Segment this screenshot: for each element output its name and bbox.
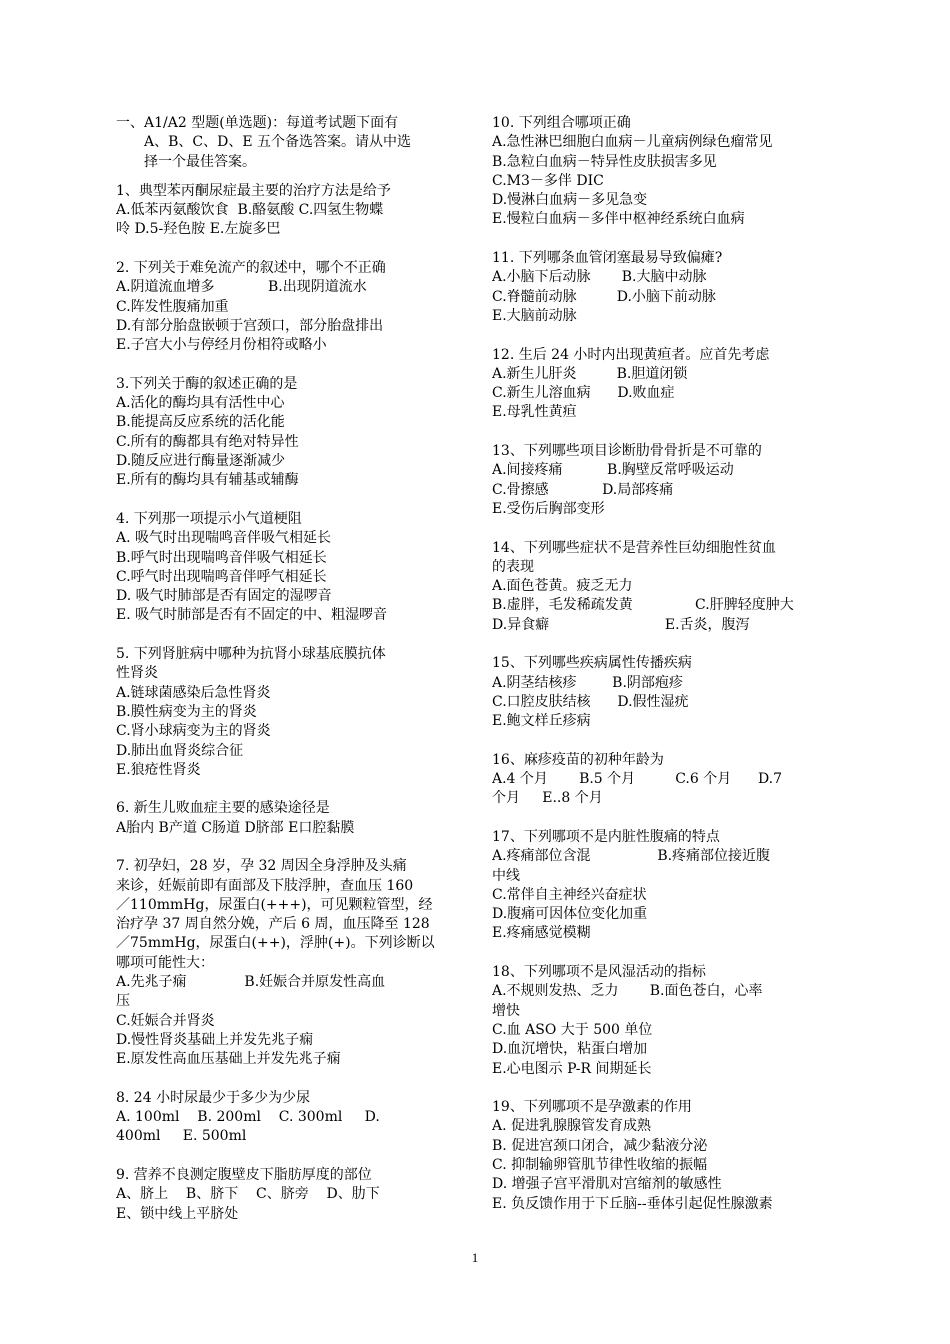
- question-stem: 10. 下列组合哪项正确: [492, 115, 631, 131]
- question-line: E.心电图示 P-R 间期延长: [492, 1060, 652, 1077]
- question-line: A.急性淋巴细胞白血病－儿童病例绿色瘤常见: [492, 134, 773, 151]
- heading-line: A、B、C、D、E 五个备选答案。请从中选: [144, 134, 412, 151]
- question-stem: 5. 下列肾脏病中哪种为抗肾小球基底膜抗体: [116, 646, 386, 663]
- question-stem: 8. 24 小时尿最少于多少为少尿: [116, 1089, 311, 1106]
- question-line: 的表现: [492, 558, 534, 575]
- question-block: [492, 828, 837, 944]
- question-line: 性肾炎: [116, 665, 158, 682]
- question-line: A胎内 B产道 C肠道 D脐部 E口腔黏膜: [116, 819, 355, 836]
- question-line: A.面色苍黄。疲乏无力: [492, 578, 633, 595]
- question-stem: 17、下列哪项不是内脏性腹痛的特点: [492, 828, 720, 845]
- question-line: C.新生儿溶血病 D.败血症: [492, 385, 675, 402]
- question-stem: 13、下列哪些项目诊断肋骨骨折是不可靠的: [492, 443, 762, 460]
- question-block: [116, 645, 461, 780]
- question-stem: 14、下列哪些症状不是营养性巨幼细胞性贫血: [492, 539, 776, 556]
- question-line: 呤 D.5-羟色胺 E.左旋多巴: [116, 221, 281, 238]
- question-line: C.脊髓前动脉 D.小脑下前动脉: [492, 288, 716, 305]
- question-block: [116, 259, 461, 355]
- question-line: 压: [116, 993, 130, 1010]
- question-stem: 15、下列哪些疾病属性传播疾病: [492, 655, 692, 672]
- question-line: A、脐上 B、脐下 C、脐旁 D、肋下: [116, 1186, 380, 1203]
- question-line: E. 吸气时肺部是否有不固定的中、粗湿啰音: [116, 607, 388, 624]
- question-line: E.受伤后胸部变形: [492, 500, 605, 517]
- question-block: [492, 963, 837, 1079]
- question-line: A.链球菌感染后急性肾炎: [116, 684, 271, 701]
- question-line: E.原发性高血压基础上并发先兆子痫: [116, 1051, 341, 1068]
- question-line: C.血 ASO 大于 500 单位: [492, 1021, 653, 1038]
- question-line: A.新生儿肝炎 B.胆道闭锁: [492, 365, 688, 382]
- question-line: 哪项可能性大：: [116, 954, 214, 971]
- heading-line: 一、A1/A2 型题(单选题)：每道考试题下面有: [116, 115, 399, 131]
- question-line: B.呼气时出现喘鸣音伴吸气相延长: [116, 549, 327, 566]
- question-block: [492, 114, 837, 230]
- question-line: A.小脑下后动脉 B.大脑中动脉: [492, 269, 707, 286]
- section-heading: [116, 114, 461, 172]
- question-line: E.母乳性黄疸: [492, 404, 577, 421]
- question-line: B.急粒白血病－特异性皮肤损害多见: [492, 153, 717, 170]
- question-line: C.肾小球病变为主的肾炎: [116, 723, 271, 740]
- question-line: D. 吸气时肺部是否有固定的湿啰音: [116, 588, 332, 605]
- question-line: A.低苯丙氨酸饮食 B.酪氨酸 C.四氢生物蝶: [116, 202, 384, 219]
- question-stem: 9. 营养不良测定腹壁皮下脂肪厚度的部位: [116, 1167, 372, 1184]
- question-line: 400ml E. 500ml: [116, 1128, 247, 1145]
- heading-line: 择一个最佳答案。: [144, 153, 256, 170]
- question-line: A.4 个月 B.5 个月 C.6 个月 D.7: [492, 771, 783, 788]
- question-line: E.鲍文样丘疹病: [492, 713, 591, 730]
- question-block: [492, 442, 837, 519]
- question-line: B.虚胖，毛发稀疏发黄 C.肝脾轻度肿大: [492, 597, 794, 614]
- right-column: [492, 114, 837, 1233]
- question-stem: 18、下列哪项不是风湿活动的指标: [492, 964, 706, 981]
- question-stem: 4. 下列那一项提示小气道梗阻: [116, 510, 302, 527]
- question-block: [116, 510, 461, 626]
- question-line: A.阴道流血增多 B.出现阴道流水: [116, 279, 367, 296]
- question-line: C.所有的酶都具有绝对特异性: [116, 433, 299, 450]
- question-line: D.慢性肾炎基础上并发先兆子痫: [116, 1031, 314, 1048]
- question-stem: 19、下列哪项不是孕激素的作用: [492, 1099, 692, 1116]
- question-line: B. 促进宫颈口闭合，减少黏液分泌: [492, 1137, 708, 1154]
- question-block: [492, 751, 837, 809]
- question-line: C.M3－多伴 DIC: [492, 172, 604, 189]
- question-line: E.大脑前动脉: [492, 307, 577, 324]
- question-line: A. 促进乳腺腺管发育成熟: [492, 1118, 652, 1135]
- question-line: C.呼气时出现喘鸣音伴呼气相延长: [116, 568, 327, 585]
- question-line: D.异食癖 E.舌炎，腹泻: [492, 616, 750, 633]
- question-line: D.肺出血肾炎综合征: [116, 742, 244, 759]
- question-stem: 12. 生后 24 小时内出现黄疸者。应首先考虑: [492, 346, 770, 363]
- left-question-list: [116, 182, 461, 1224]
- question-block: [116, 182, 461, 240]
- question-line: B.能提高反应系统的活化能: [116, 414, 285, 431]
- question-block: [492, 346, 837, 423]
- question-line: A. 吸气时出现喘鸣音伴吸气相延长: [116, 530, 332, 547]
- question-line: E. 负反馈作用于下丘脑--垂体引起促性腺激素: [492, 1195, 773, 1212]
- question-line: C. 抑制输卵管肌节律性收缩的振幅: [492, 1157, 708, 1174]
- question-line: A.间接疼痛 B.胸壁反常呼吸运动: [492, 462, 734, 479]
- question-line: ／110mmHg，尿蛋白(+++)，可见颗粒管型，经: [116, 896, 433, 913]
- question-block: [492, 1098, 837, 1214]
- question-line: E.子宫大小与停经月份相符或略小: [116, 337, 327, 354]
- question-block: [492, 539, 837, 635]
- question-line: D.腹痛可因体位变化加重: [492, 906, 648, 923]
- question-stem: 7. 初孕妇，28 岁，孕 32 周因全身浮肿及头痛: [116, 858, 407, 875]
- page-number: 1: [471, 1250, 479, 1265]
- question-block: [492, 249, 837, 326]
- question-line: 个月 E..8 个月: [492, 790, 603, 807]
- question-line: C.阵发性腹痛加重: [116, 298, 229, 315]
- question-line: D. 增强子宫平滑肌对宫缩剂的敏感性: [492, 1176, 722, 1193]
- question-block: [116, 375, 461, 491]
- question-line: D.血沉增快，粘蛋白增加: [492, 1041, 648, 1058]
- question-stem: 16、麻疹疫苗的初种年龄为: [492, 751, 664, 768]
- question-line: 中线: [492, 867, 520, 884]
- question-line: 治疗孕 37 周自然分娩，产后 6 周，血压降至 128: [116, 916, 430, 933]
- left-column: [116, 114, 461, 1243]
- question-line: D.随反应进行酶量逐渐减少: [116, 453, 286, 470]
- question-line: D.有部分胎盘嵌顿于宫颈口，部分胎盘排出: [116, 317, 384, 334]
- question-line: C.骨擦感 D.局部疼痛: [492, 481, 674, 498]
- question-block: [116, 799, 461, 838]
- question-line: E.所有的酶均具有辅基或辅酶: [116, 472, 299, 489]
- question-line: E、锁中线上平脐处: [116, 1205, 239, 1222]
- question-stem: 3.下列关于酶的叙述正确的是: [116, 375, 298, 392]
- question-line: A.先兆子痫 B.妊娠合并原发性高血: [116, 974, 386, 991]
- question-stem: 6. 新生儿败血症主要的感染途径是: [116, 800, 330, 817]
- question-stem: 2. 下列关于难免流产的叙述中，哪个不正确: [116, 260, 386, 277]
- question-block: [116, 857, 461, 1069]
- question-line: A.疼痛部位含混 B.疼痛部位接近腹: [492, 848, 771, 865]
- question-line: A.活化的酶均具有活性中心: [116, 395, 285, 412]
- question-line: E.狼疮性肾炎: [116, 761, 201, 778]
- question-line: 增快: [492, 1002, 520, 1019]
- question-line: E.疼痛感觉模糊: [492, 925, 591, 942]
- question-line: C.常伴自主神经兴奋症状: [492, 886, 647, 903]
- question-block: [116, 1089, 461, 1147]
- question-line: 来诊，妊娠前即有面部及下肢浮肿，查血压 160: [116, 877, 414, 894]
- question-line: B.膜性病变为主的肾炎: [116, 703, 257, 720]
- question-line: A.不规则发热、乏力 B.面色苍白，心率: [492, 983, 763, 1000]
- question-line: C.口腔皮肤结核 D.假性湿疣: [492, 693, 689, 710]
- question-line: A. 100ml B. 200ml C. 300ml D.: [116, 1109, 380, 1126]
- question-line: E.慢粒白血病－多伴中枢神经系统白血病: [492, 211, 745, 228]
- question-block: [492, 654, 837, 731]
- right-question-list: [492, 114, 837, 1214]
- question-line: D.慢淋白血病－多见急变: [492, 192, 648, 209]
- question-line: A.阴茎结核疹 B.阴部疱疹: [492, 674, 683, 691]
- question-stem: 1、典型苯丙酮尿症最主要的治疗方法是给予: [116, 182, 391, 199]
- question-stem: 11. 下列哪条血管闭塞最易导致偏瘫?: [492, 250, 723, 267]
- question-line: C.妊娠合并肾炎: [116, 1012, 215, 1029]
- question-line: ／75mmHg，尿蛋白(++)，浮肿(+)。下列诊断以: [116, 935, 435, 952]
- question-block: [116, 1166, 461, 1224]
